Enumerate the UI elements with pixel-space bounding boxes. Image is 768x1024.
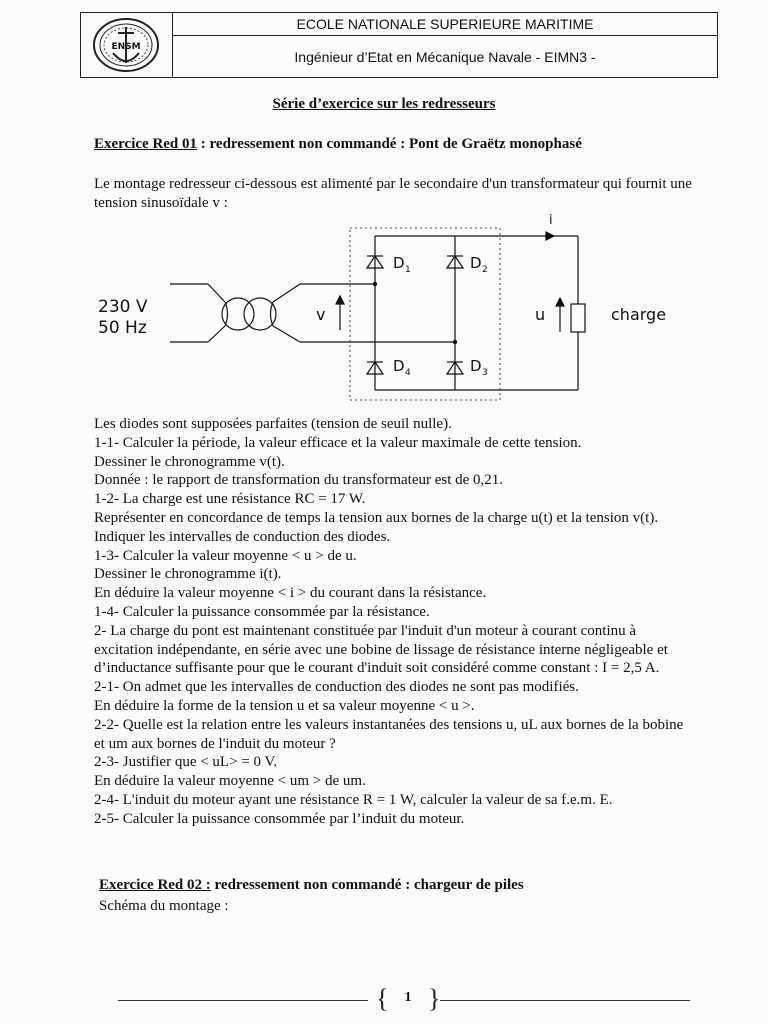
footer-rule-right [440,1000,690,1001]
svg-text:ENSM: ENSM [111,42,141,52]
question-line: excitation indépendante, en série avec une bobine de lissage de résistance interne négligeable et [94,641,668,658]
footer-brace-right: } [428,984,441,1013]
question-line: Dessiner le chronogramme i(t). [94,566,282,583]
u-arrow [556,298,564,306]
question-line: En déduire la valeur moyenne < um > de um. [94,773,366,790]
exercise1-label: Exercice Red 01 [94,136,198,152]
exercise1-intro: Le montage redresseur ci-dessous est alimenté par le secondaire d'un transformateur qui fournit une tension sinusoïdale v : [94,176,692,211]
u-label: u [535,305,546,324]
load-resistor [571,304,585,332]
page-title: Série d’exercice sur les redresseurs [272,96,496,112]
question-line: d’inductance suffisante pour que le courant d'induit soit considéré comme constant : I = 2,5 A. [94,660,660,677]
transformer-symbol [222,298,276,330]
load-label: charge [611,305,667,324]
question-line: 2-4- L'induit du moteur ayant une résistance R = 1 W, calculer la valeur de sa f.e.m. E. [94,791,613,808]
question-line: Donnée : le rapport de transformation du transformateur est de 0,21. [94,472,504,489]
page-number: 1 [404,990,412,1005]
program-name: Ingénieur d’Etat en Mécanique Navale - EIMN3 - [294,49,596,65]
d4-label: D [393,357,405,375]
question-line: Dessiner le chronogramme v(t). [94,453,285,470]
header-box [80,12,718,78]
exercise1-questions [94,415,734,829]
exercise1-heading [94,136,582,153]
exercise2-label: Exercice Red 02 : [99,877,211,893]
school-name: ECOLE NATIONALE SUPERIEURE MARITIME [173,13,717,36]
question-line: 2-2- Quelle est la relation entre les valeurs instantanées des tensions u, uL aux bornes de la bobine [94,716,684,733]
current-arrow [546,232,554,240]
question-line: Les diodes sont supposées parfaites (tension de seuil nulle). [94,416,452,432]
question-line: et um aux bornes de l'induit du moteur ? [94,735,336,752]
footer-rule-left [118,1000,368,1001]
graetz-bridge-diagram [90,208,690,404]
exercise2-schema-label: Schéma du montage : [99,898,229,914]
exercise2-heading-text: redressement non commandé : chargeur de piles [210,877,524,893]
question-line: 2-5- Calculer la puissance consommée par l’induit du moteur. [94,810,465,827]
source-frequency: 50 Hz [98,318,147,338]
question-line: 1-4- Calculer la puissance consommée par la résistance. [94,603,430,620]
d3-sub: 3 [482,368,488,378]
question-line: 1-1- Calculer la période, la valeur efficace et la valeur maximale de cette tension. [94,434,582,451]
v-label: v [316,305,326,324]
source-voltage: 230 V [98,297,148,317]
question-line: 1-2- La charge est une résistance RC = 17 W. [94,491,366,508]
d4-sub: 4 [405,368,411,378]
d1-sub: 1 [405,265,411,275]
footer-brace-left: { [376,984,389,1013]
d3-label: D [470,357,482,375]
d1-label: D [393,254,405,272]
i-label: i [549,213,553,228]
school-logo [81,13,173,77]
question-line: 2-3- Justifier que < uL> = 0 V. [94,754,278,771]
question-line: Indiquer les intervalles de conduction des diodes. [94,528,391,545]
question-line: Représenter en concordance de temps la tension aux bornes de la charge u(t) et la tension v(t). [94,509,659,526]
question-line: 2-1- On admet que les intervalles de conduction des diodes ne sont pas modifiés. [94,679,579,696]
v-arrow [336,296,344,304]
question-line: En déduire la forme de la tension u et sa valeur moyenne < u >. [94,697,475,714]
question-line: En déduire la valeur moyenne < i > du courant dans la résistance. [94,585,487,602]
exercise1-heading-text: : redressement non commandé : Pont de Graëtz monophasé [197,136,582,152]
d2-label: D [470,254,482,272]
question-line: 2- La charge du pont est maintenant constituée par l'induit d'un moteur à courant continu à [94,622,637,639]
exercise2-heading [99,877,524,894]
d2-sub: 2 [482,265,488,275]
question-line: 1-3- Calculer la valeur moyenne < u > de u. [94,547,357,564]
